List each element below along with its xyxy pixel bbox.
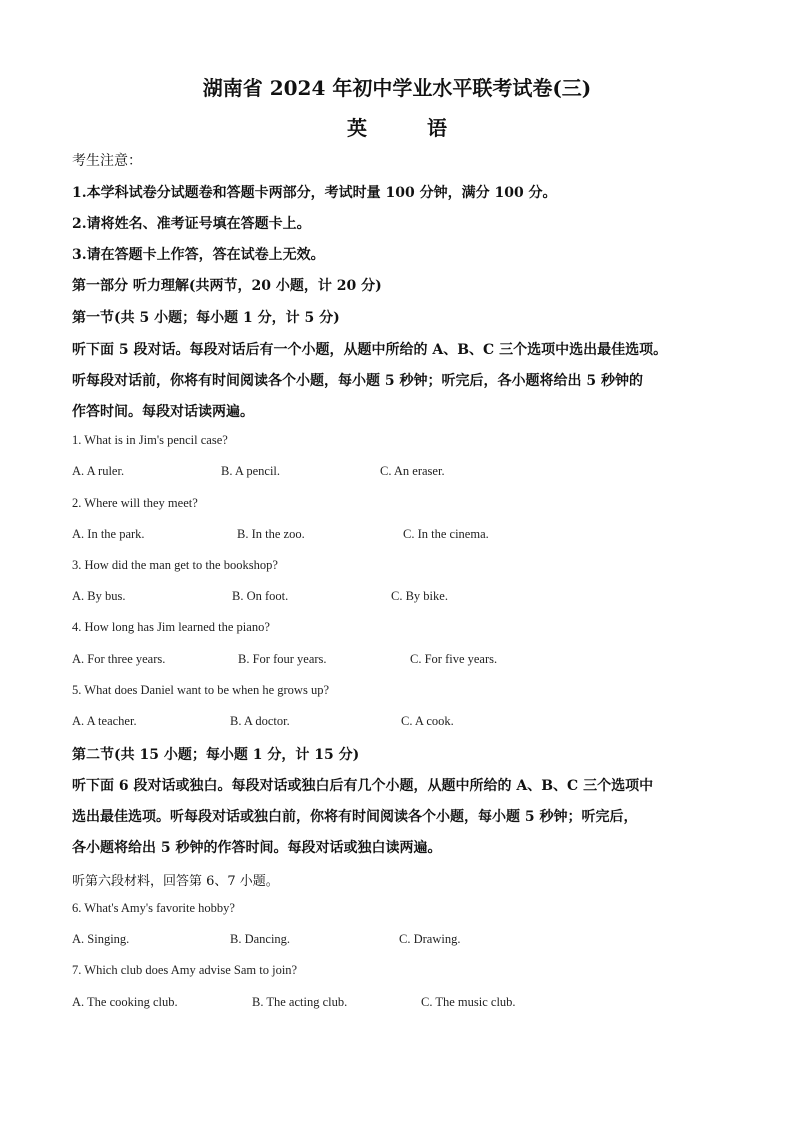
- option-c: C. In the cinema.: [403, 527, 489, 541]
- question-text: 7. Which club does Amy advise Sam to join?: [72, 963, 298, 977]
- section2-instruction: 选出最佳选项。听每段对话或独白前，你将有时间阅读各个小题，每小题 5 秒钟；听完后，: [72, 809, 638, 825]
- section1-instruction: 听每段对话前，你将有时间阅读各个小题，每小题 5 秒钟；听完后，各小题将给出 5 秒钟的: [72, 373, 643, 389]
- option-a: A. A teacher.: [72, 714, 137, 728]
- option-b: B. On foot.: [232, 589, 289, 603]
- notice-item: 1.本学科试卷分试题卷和答题卡两部分，考试时量 100 分钟，满分 100 分。: [72, 185, 557, 201]
- notice-heading: 考生注意：: [72, 153, 142, 169]
- option-a: A. Singing.: [72, 932, 130, 946]
- option-a: A. In the park.: [72, 527, 145, 541]
- exam-title: 湖南省 2024 年初中学业水平联考试卷(三): [202, 76, 592, 100]
- option-c: C. Drawing.: [399, 932, 461, 946]
- option-b: B. A doctor.: [230, 714, 290, 728]
- notice-item: 3.请在答题卡上作答，答在试卷上无效。: [72, 247, 325, 263]
- option-b: B. A pencil.: [221, 464, 281, 478]
- section1-instruction: 听下面 5 段对话。每段对话后有一个小题，从题中所给的 A、B、C 三个选项中选出最佳选项。: [72, 342, 668, 358]
- option-c: C. The music club.: [421, 995, 516, 1009]
- question-text: 5. What does Daniel want to be when he grows up?: [72, 683, 329, 697]
- section2-heading: 第二节(共 15 小题；每小题 1 分，计 15 分): [72, 747, 360, 763]
- notice-item: 2.请将姓名、准考证号填在答题卡上。: [72, 216, 311, 232]
- option-b: B. The acting club.: [252, 995, 348, 1009]
- option-a: A. For three years.: [72, 652, 166, 666]
- question-text: 4. How long has Jim learned the piano?: [72, 620, 270, 634]
- section2-instruction: 听下面 6 段对话或独白。每段对话或独白后有几个小题，从题中所给的 A、B、C 三个选项中: [72, 778, 654, 794]
- section1-instruction: 作答时间。每段对话读两遍。: [72, 404, 254, 420]
- section2-instruction: 各小题将给出 5 秒钟的作答时间。每段对话或独白读两遍。: [72, 840, 442, 856]
- option-a: A. A ruler.: [72, 464, 125, 478]
- material-note: 听第六段材料，回答第 6、7 小题。: [72, 874, 279, 889]
- section1-heading: 第一节(共 5 小题；每小题 1 分，计 5 分): [72, 310, 340, 326]
- option-c: C. For five years.: [410, 652, 498, 666]
- option-b: B. Dancing.: [230, 932, 291, 946]
- option-b: B. For four years.: [238, 652, 327, 666]
- option-c: C. An eraser.: [380, 464, 445, 478]
- question-text: 6. What's Amy's favorite hobby?: [72, 901, 235, 915]
- option-c: C. By bike.: [391, 589, 448, 603]
- option-a: A. By bus.: [72, 589, 126, 603]
- question-text: 1. What is in Jim's pencil case?: [72, 433, 228, 447]
- option-b: B. In the zoo.: [237, 527, 305, 541]
- question-text: 3. How did the man get to the bookshop?: [72, 558, 278, 572]
- part1-heading: 第一部分 听力理解(共两节，20 小题，计 20 分): [72, 278, 382, 294]
- question-text: 2. Where will they meet?: [72, 496, 198, 510]
- subject-title: 英语: [347, 116, 507, 140]
- option-a: A. The cooking club.: [72, 995, 178, 1009]
- option-c: C. A cook.: [401, 714, 454, 728]
